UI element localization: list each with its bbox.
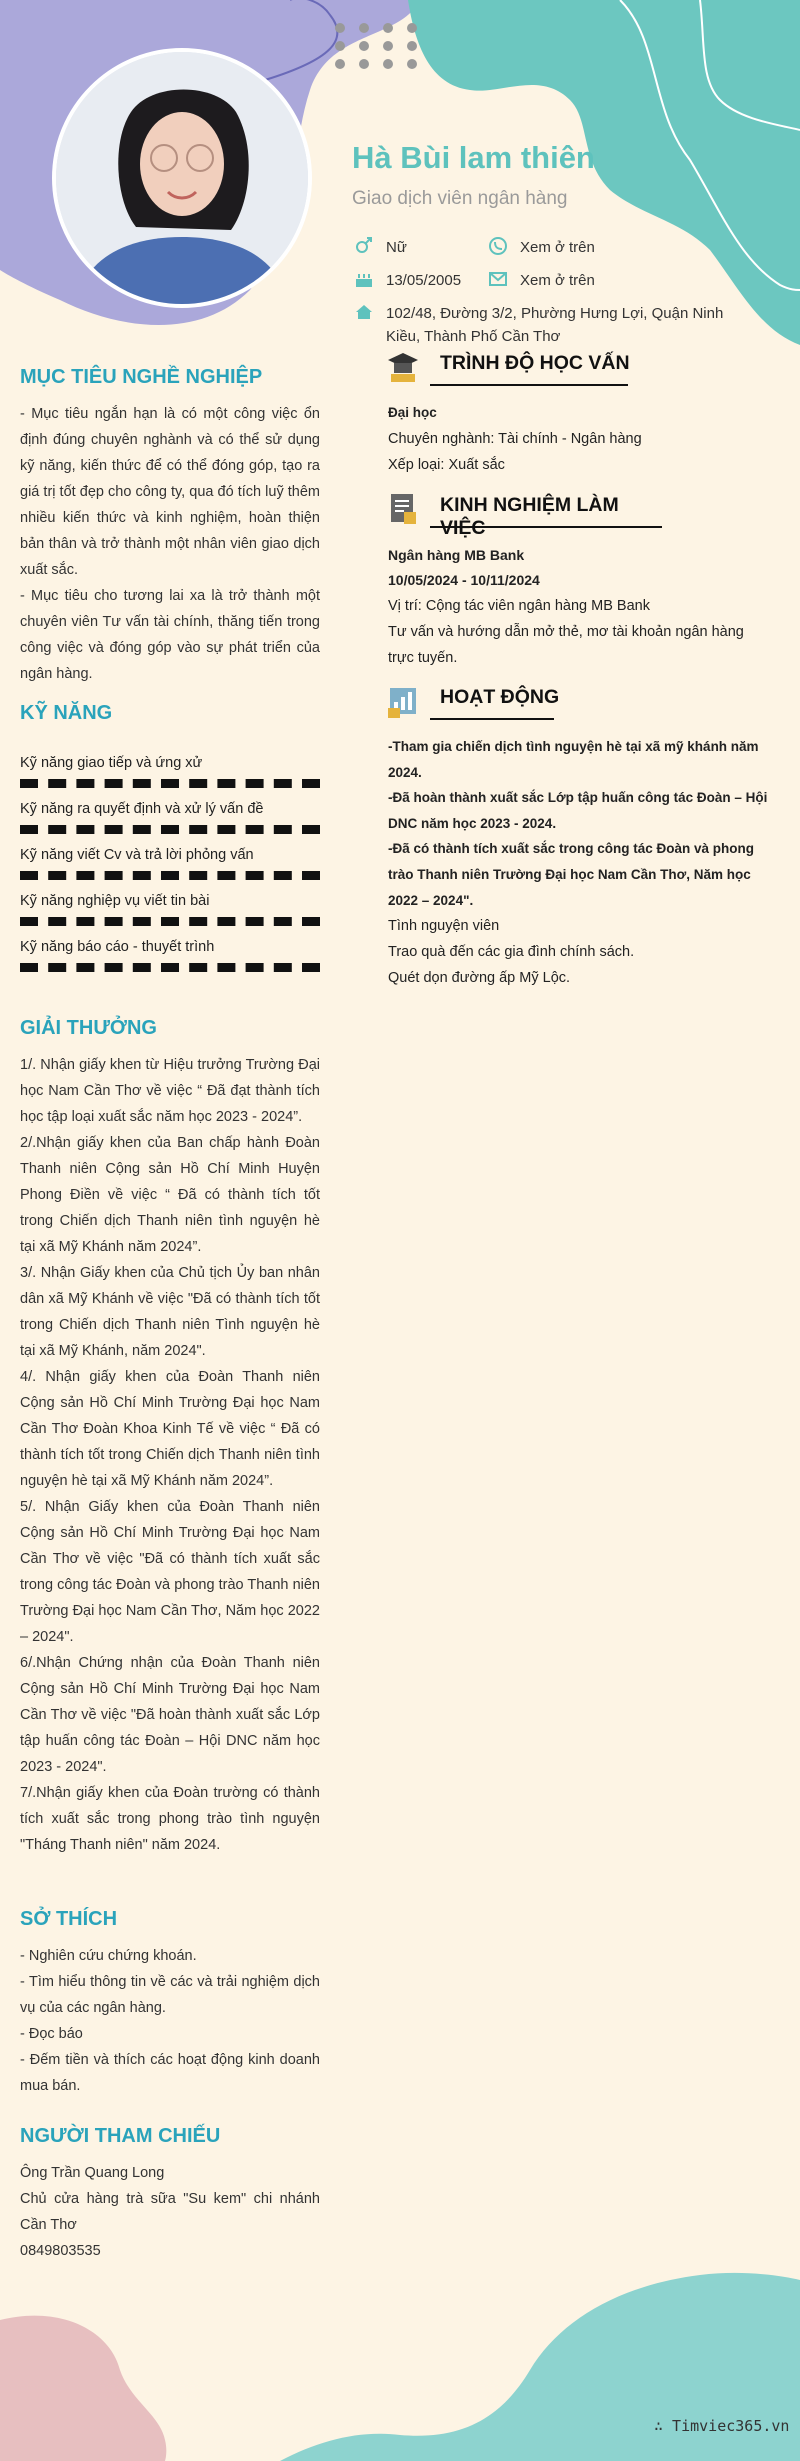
activity-item: -Tham gia chiến dịch tình nguyện hè tại xã mỹ khánh năm 2024. [388,739,759,780]
skill-label: Kỹ năng nghiệp vụ viết tin bài [20,893,210,909]
graduation-cap-icon [388,350,418,384]
skill-label: Kỹ năng báo cáo - thuyết trình [20,939,215,955]
email-row [488,269,688,293]
resume-icon [388,492,418,526]
skill-bar [20,871,320,880]
avatar [52,48,312,308]
activity-item: Trao quà đến các gia đình chính sách. [388,944,635,960]
awards-text: 1/. Nhận giấy khen từ Hiệu trưởng Trường Đại học Nam Cần Thơ về việc “ Đã đạt thành tích học tập loại xuất sắc năm học 2023 - 2024”. 2/.Nhận giấy khen của Ban chấp hành Đoàn Thanh niên Cộng sản Hồ Chí Minh Huyện Phong Điền về việc “ Đã có thành tích tốt trong Chiến dịch Thanh niên tình nguyện hè tại xã Mỹ Khánh năm 2024”. 3/. Nhận Giấy khen của Chủ tịch Ủy ban nhân dân xã Mỹ Khánh về việc "Đã có thành tích tốt trong Chiến dịch Thanh niên Tình nguyện hè tại xã Mỹ Khánh, năm 2024". 4/. Nhận giấy khen của Đoàn Thanh niên Cộng sản Hồ Chí Minh Trường Đại học Nam Cần Thơ Đoàn Khoa Kinh Tế về việc “ Đã có thành tích tốt trong Chiến dịch Thanh niên tình nguyện hè tại xã Mỹ Khánh năm 2024”. 5/. Nhận Giấy khen của Đoàn Thanh niên Cộng sản Hồ Chí Minh Trường Đại học Nam Cần Thơ về việc "Đã có thành tích xuất sắc trong công tác Đoàn và phong trào Thanh niên Trường Đại học Nam Cần Thơ, Năm học 2022 – 2024". 6/.Nhận Chứng nhận của Đoàn Thanh niên Cộng sản Hồ Chí Minh Trường Đại học Nam Cần Thơ về việc "Đã hoàn thành xuất sắc Lớp tập huấn công tác Đoàn – Hội DNC năm học 2023 - 2024". 7/.Nhận giấy khen của Đoàn trường có thành tích xuất sắc trong phong trào tình nguyện "Tháng Thanh niên" năm 2024. [20,1057,320,1853]
experience-period: 10/05/2024 - 10/11/2024 [388,572,540,588]
section-title: TRÌNH ĐỘ HỌC VẤN [440,352,630,374]
section-title: KỸ NĂNG [20,702,113,724]
skills-section [20,702,320,725]
section-title: MỤC TIÊU NGHỀ NGHIỆP [20,366,263,388]
section-title: KINH NGHIỆM LÀM VIỆC [440,494,619,539]
birthday-cake-icon [354,269,374,289]
email-icon [488,269,508,289]
section-title: GIẢI THƯỞNG [20,1017,157,1039]
experience-company: Ngân hàng MB Bank [388,547,525,563]
objective-text: - Mục tiêu ngắn hạn là có một công việc ổn định đúng chuyên nghành và có thể sử dụng kỹ năng, kiến thức để có thể đóng góp, tạo ra giá trị tốt đẹp cho công ty, qua đó tích luỹ thêm nhiều kiến thức và kinh nghiệm, hoàn thiện bản thân và trở thành một nhân viên giao dịch xuất sắc. - Mục tiêu cho tương lai xa là trở thành một chuyên viên Tư vấn tài chính, thăng tiến trong công việc và đóng góp vào sự phát triển của ngân hàng. [20,406,320,682]
section-underline [430,526,662,528]
activity-chart-icon [388,684,418,718]
phone-value: Xem ở trên [520,239,595,256]
activity-item: Quét dọn đường ấp Mỹ Lộc. [388,970,571,986]
section-underline [430,384,628,386]
phone-icon [488,236,508,256]
education-major: Chuyên nghành: Tài chính - Ngân hàng [388,431,642,447]
section-title: SỞ THÍCH [20,1908,118,1930]
activity-item: Tình nguyện viên [388,918,500,934]
references-section [20,2125,320,2264]
skill-item [20,847,320,880]
skill-item [20,939,320,972]
section-title: HOẠT ĐỘNG [440,686,560,708]
birthday-row [354,269,484,293]
gender-icon [354,236,374,256]
reference-phone: 0849803535 [20,2243,101,2259]
hobbies-text: - Nghiên cứu chứng khoán. - Tìm hiểu thông tin về các và trải nghiệm dịch vụ của các ngân hàng. - Đọc báo - Đếm tiền và thích các hoạt động kinh doanh mua bán. [20,1948,320,2094]
birthday-value: 13/05/2005 [386,272,462,289]
skill-bar [20,963,320,972]
experience-position: Vị trí: Cộng tác viên ngân hàng MB Bank [388,598,650,614]
skill-bar [20,779,320,788]
skill-item [20,801,320,834]
skill-label: Kỹ năng giao tiếp và ứng xử [20,755,203,771]
activity-item: -Đã có thành tích xuất sắc trong công tác Đoàn và phong trào Thanh niên Trường Đại học Nam Cần Thơ, Năm học 2022 – 2024". [388,841,755,908]
gender-value: Nữ [386,239,407,256]
skill-label: Kỹ năng ra quyết định và xử lý vấn đề [20,801,264,817]
awards-section [20,1017,320,1858]
address-row [354,302,734,352]
skill-label: Kỹ năng viết Cv và trả lời phỏng vấn [20,847,254,863]
skill-bar [20,917,320,926]
activity-item: -Đã hoàn thành xuất sắc Lớp tập huấn công tác Đoàn – Hội DNC năm học 2023 - 2024. [388,790,768,831]
skill-item [20,893,320,926]
email-value: Xem ở trên [520,272,595,289]
skill-bar [20,825,320,834]
education-grade: Xếp loại: Xuất sắc [388,457,505,473]
skill-item [20,755,320,788]
section-underline [430,718,554,720]
home-icon [354,302,374,322]
hobbies-section [20,1908,320,2099]
reference-name: Ông Trần Quang Long [20,2165,165,2181]
address-value: 102/48, Đường 3/2, Phường Hưng Lợi, Quận Ninh Kiều, Thành Phố Cần Thơ [386,305,724,345]
candidate-name: Hà Bùi lam thiên [352,140,595,175]
pink-blob [0,2316,166,2461]
reference-position: Chủ cửa hàng trà sữa "Su kem" chi nhánh Cần Thơ [20,2191,320,2233]
gender-row [354,236,474,260]
watermark: ∴ Timviec365.vn [654,2417,790,2435]
job-title: Giao dịch viên ngân hàng [352,188,568,209]
objective-section [20,366,320,687]
experience-description: Tư vấn và hướng dẫn mở thẻ, mơ tài khoản ngân hàng trực tuyến. [388,624,744,666]
phone-row [488,236,688,260]
education-level: Đại học [388,405,437,420]
section-title: NGƯỜI THAM CHIẾU [20,2125,221,2147]
